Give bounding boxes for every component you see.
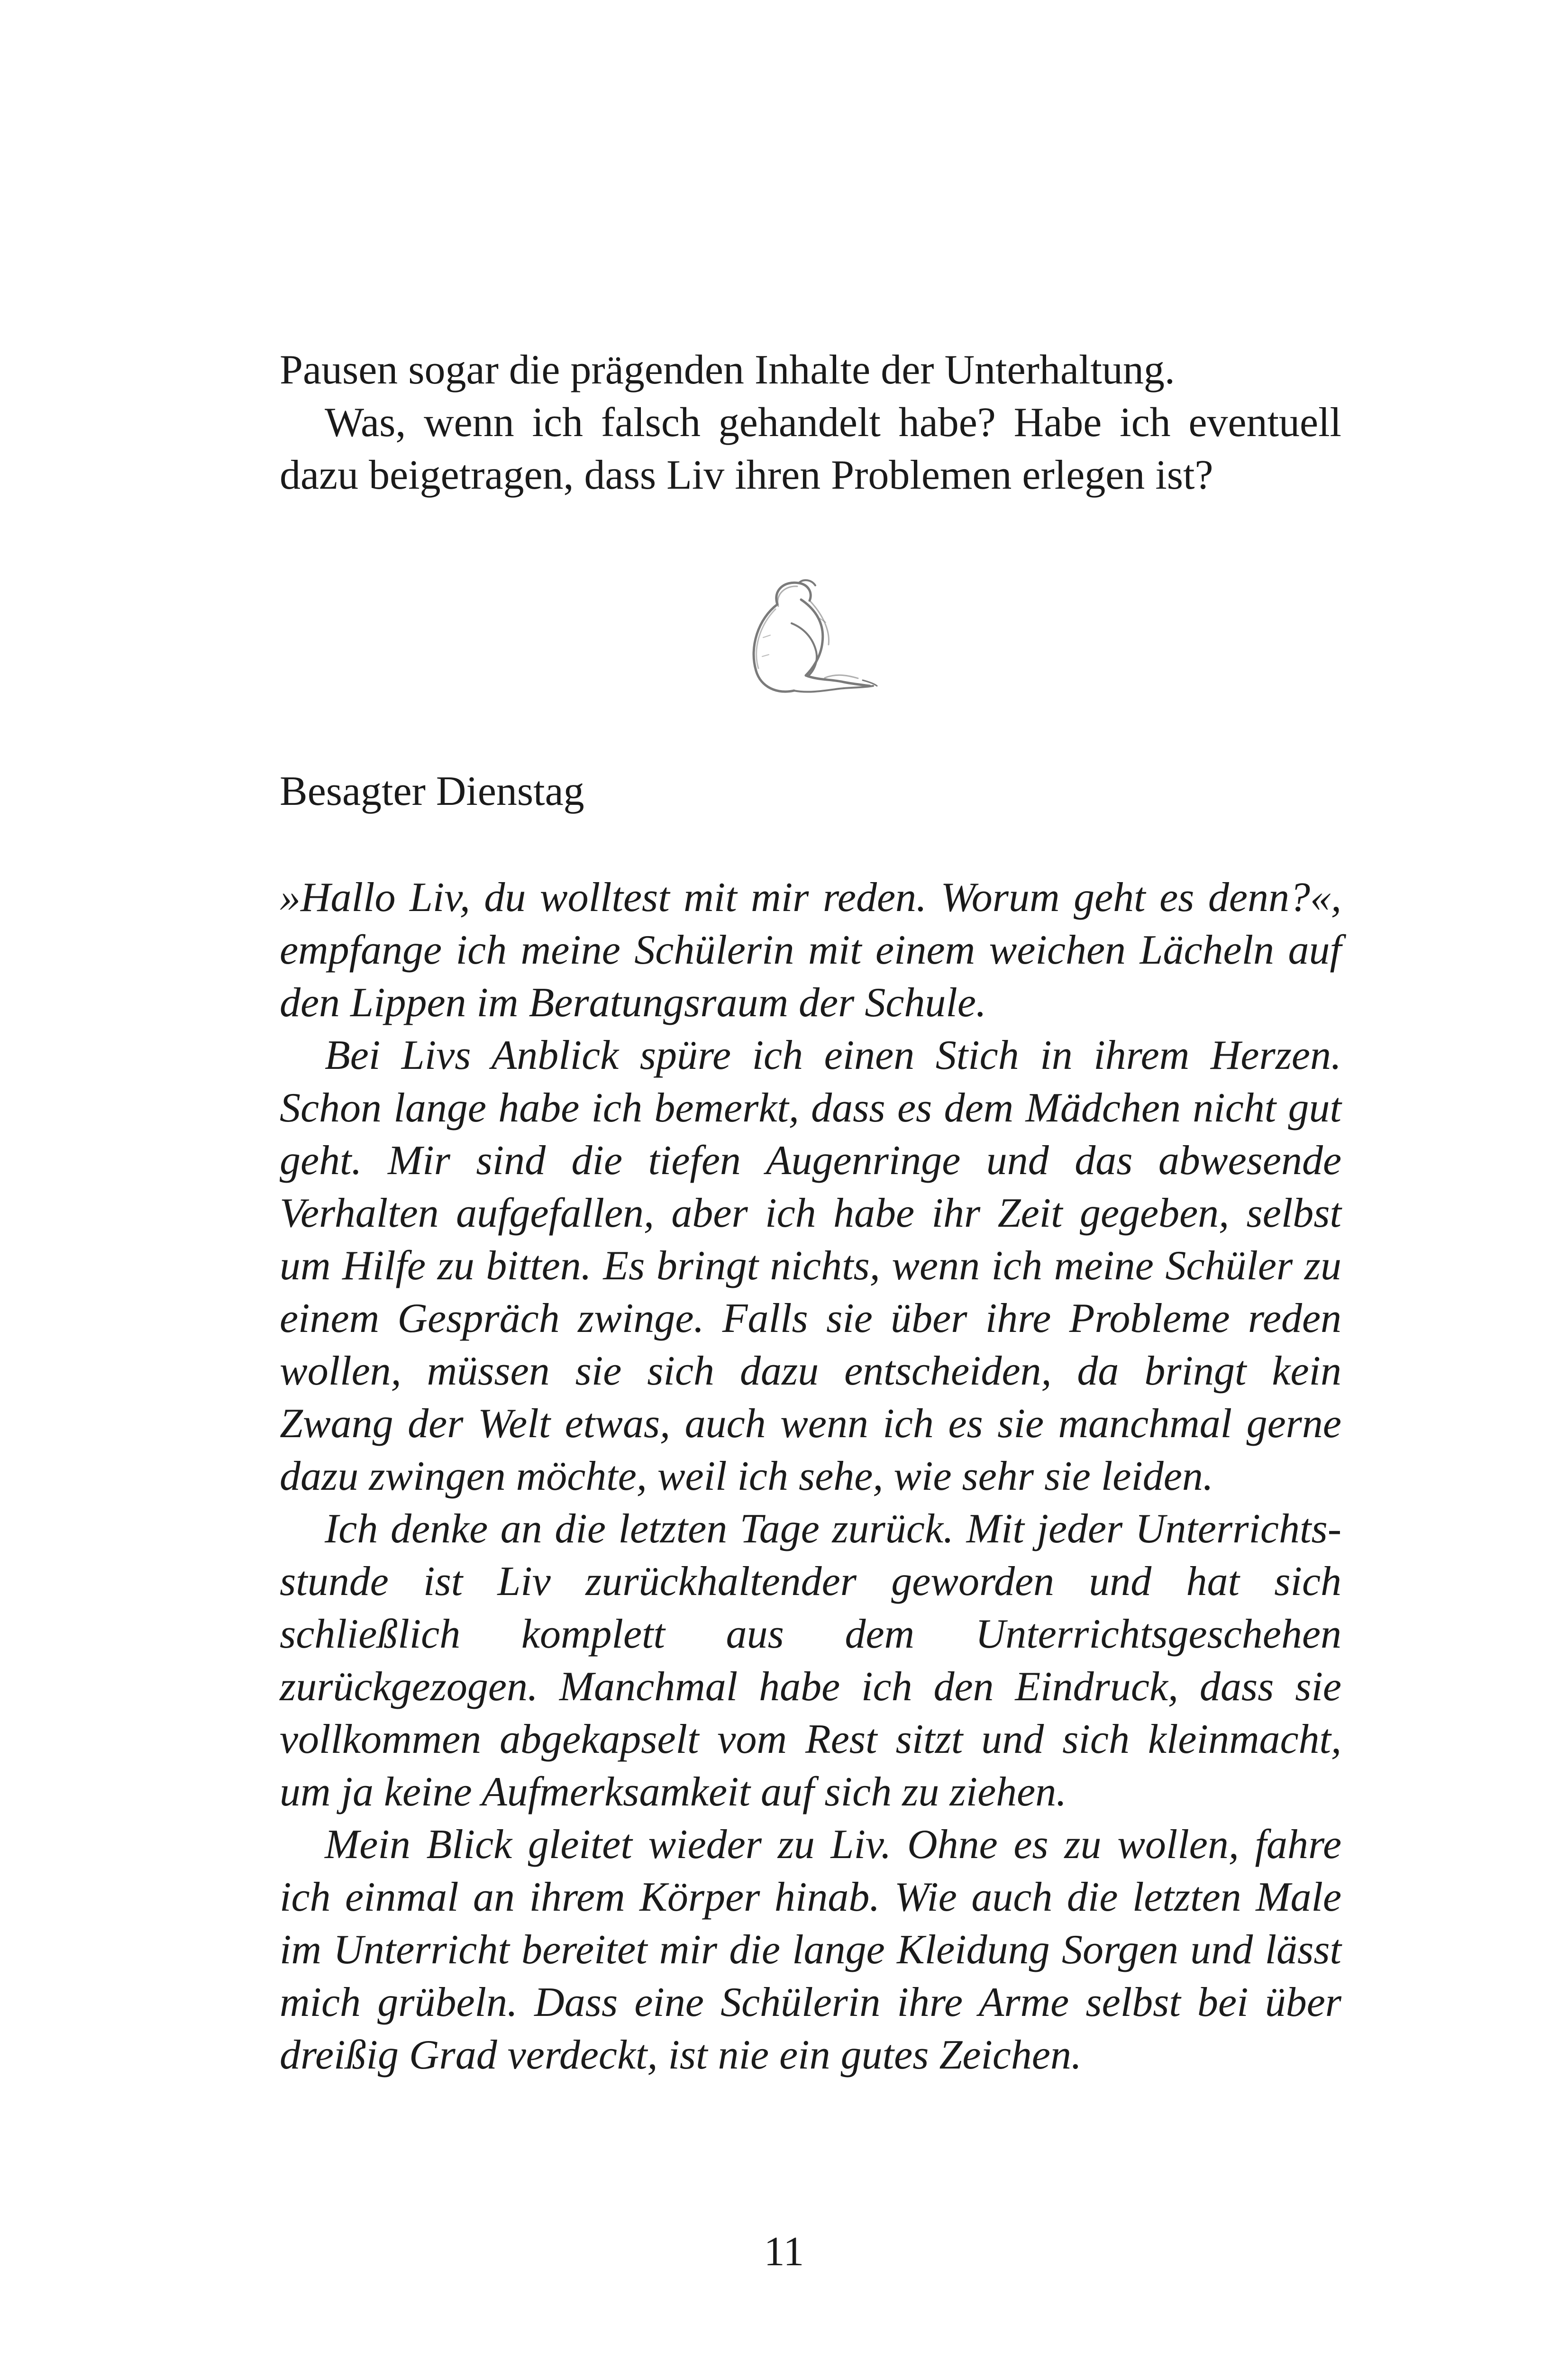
intro-paragraph: Was, wenn ich falsch gehandelt habe? Habe ich eventuell dazu beigetragen, dass Liv ihren Problemen erlegen ist? <box>280 400 1341 498</box>
intro-text <box>280 344 1341 501</box>
section-heading: Besagter Dienstag <box>280 768 584 814</box>
paragraph-1: »Hallo Liv, du wolltest mit mir reden. Worum geht es denn?«, empfange ich meine Schülerin mit einem weichen Lächeln auf den Lippen im Beratungsraum der Schule. <box>280 875 1341 1026</box>
paragraph-2: Bei Livs Anblick spüre ich einen Stich in ihrem Herzen. Schon lange habe ich bemerkt, dass es dem Mädchen nicht gut geht. Mir sind die tiefen Augenringe und das abwesende Verhalten aufgefallen, aber ich habe ihr Zeit gegeben, selbst um Hilfe zu bitten. Es bringt nichts, wenn ich meine Schüler zu einem Gespräch zwinge. Falls sie über ihre Probleme reden wollen, müssen sie sich dazu entscheiden, da bringt kein Zwang der Welt etwas, auch wenn ich es sie manchmal gerne dazu zwingen möchte, weil ich sehe, wie sehr sie leiden. <box>280 1032 1341 1499</box>
story-text <box>280 871 1341 2081</box>
page-number: 11 <box>764 2229 804 2275</box>
sitting-figure-sketch-icon <box>706 566 905 713</box>
paragraph-4: Mein Blick gleitet wieder zu Liv. Ohne es zu wollen, fahre ich einmal an ihrem Körper hinab. Wie auch die letzten Male im Unterricht bereitet mir die lange Kleidung Sorgen und lässt mich grübeln. Dass eine Schülerin ihre Arme selbst bei über dreißig Grad verdeckt, ist nie ein gutes Zeichen. <box>280 1822 1341 2078</box>
intro-line-continuation: Pausen sogar die prägenden Inhalte der Unterhaltung. <box>280 347 1175 393</box>
paragraph-3: Ich denke an die letzten Tage zurück. Mit jeder Unterrichtsstunde ist Liv zurückhaltender geworden und hat sich schließlich komplett aus dem Unterrichtsgeschehen zurückgezogen. Manchmal habe ich den Eindruck, dass sie vollkommen abgekapselt vom Rest sitzt und sich kleinmacht, um ja keine Aufmerksamkeit auf sich zu ziehen. <box>280 1506 1341 1815</box>
